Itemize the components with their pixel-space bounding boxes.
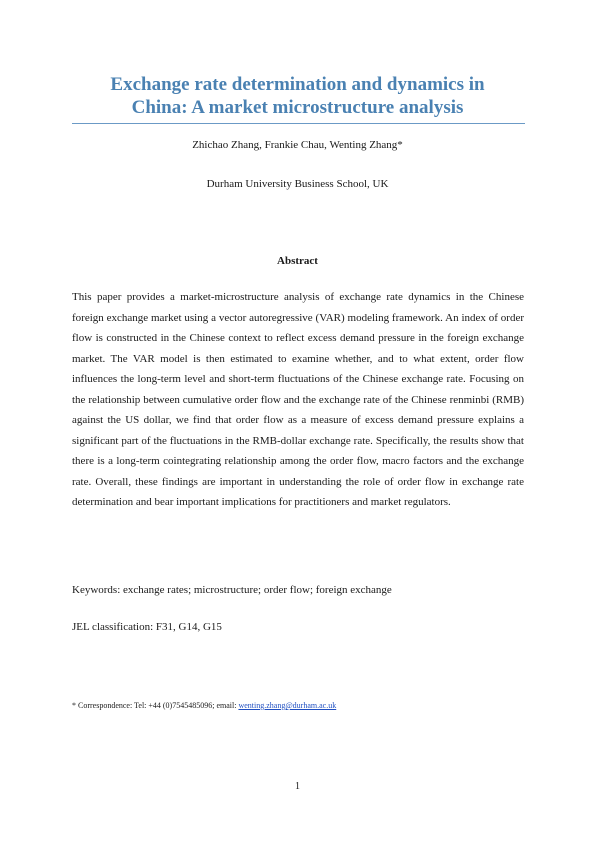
correspondence-footnote	[72, 701, 336, 710]
author-list: Zhichao Zhang, Frankie Chau, Wenting Zhang*	[192, 139, 403, 151]
title-divider	[72, 123, 525, 124]
paper-title	[60, 73, 535, 119]
keywords: Keywords: exchange rates; microstructure; order flow; foreign exchange	[72, 584, 392, 596]
abstract-body: This paper provides a market-microstructure analysis of exchange rate dynamics in the Chinese foreign exchange market using a vector autoregressive (VAR) modeling framework. An index of order flow is constructed in the Chinese context to reflect excess demand pressure in the foreign exchange market. The VAR model is then estimated to examine whether, and to what extent, order flow influences the long-term level and short-term fluctuations of the Chinese exchange rate. Focusing on the relationship between cumulative order flow and the exchange rate of the Chinese renminbi (RMB) against the US dollar, we find that order flow as a measure of excess demand pressure explains a significant part of the fluctuations in the RMB-dollar exchange rate. Specifically, the results show that there is a long-term cointegrating relationship among the order flow, macro factors and the exchange rate. Overall, these findings are important in understanding the role of order flow in exchange rate determination and bear important implications for practitioners and market regulators.	[72, 291, 524, 508]
jel-classification: JEL classification: F31, G14, G15	[72, 621, 222, 633]
paper-title-line-2: China: A market microstructure analysis	[131, 97, 464, 118]
page-number: 1	[295, 781, 300, 792]
abstract-heading: Abstract	[277, 255, 318, 267]
affiliation: Durham University Business School, UK	[206, 178, 389, 190]
email-link[interactable]: wenting.zhang@durham.ac.uk	[238, 701, 337, 710]
paper-title-line-1: Exchange rate determination and dynamics in	[110, 74, 485, 95]
footnote-text: * Correspondence: Tel: +44 (0)7545485096; email:	[72, 701, 239, 710]
